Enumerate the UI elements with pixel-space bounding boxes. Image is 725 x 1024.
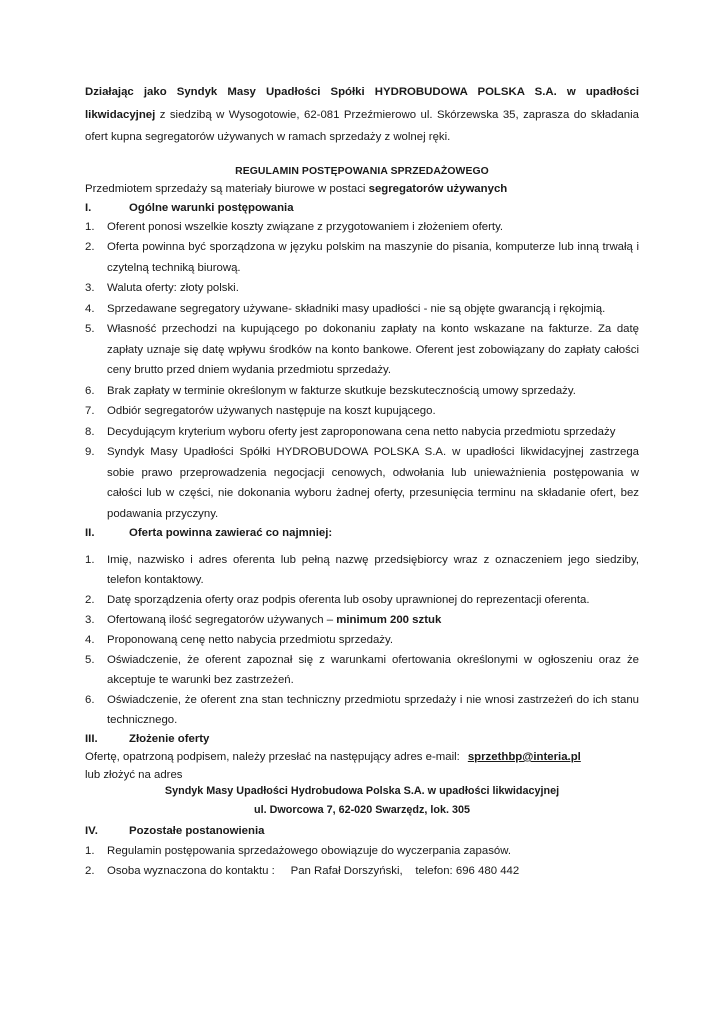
email-link[interactable]: sprzethbp@interia.pl [467, 751, 581, 763]
section-title: Oferta powinna zawierać co najmniej: [129, 527, 333, 539]
section-title: Pozostałe postanowienia [129, 824, 265, 837]
list-item: 1. Oferent ponosi wszelkie koszty związane z przygotowaniem i złożeniem oferty. [85, 220, 504, 233]
list-item: 8. Decydującym kryterium wyboru oferty jest zaproponowana cena netto nabycia przedmiotu sprzedaży [85, 425, 616, 438]
section-number: II. [85, 527, 95, 539]
sale-subject: Przedmiotem sprzedaży są materiały biurowe w postaci segregatorów używanych [85, 182, 508, 195]
list-item: 4. Proponowaną cenę netto nabycia przedmiotu sprzedaży. [85, 634, 393, 646]
document-body [85, 81, 639, 882]
list-item: 5. Własność przechodzi na kupującego po dokonaniu zapłaty na konto wskazane na fakturze. Za datę zapłaty uznaje się datę wpływu środków na konto bankowe. Oferent jest zobowiązany do zapłaty całości ceny brutto przed dniem wydania przedmiotu sprzedaży. [85, 323, 639, 376]
section-title: Ogólne warunki postępowania [129, 201, 294, 214]
section-heading-2 [85, 524, 639, 542]
list-item: 6. Oświadczenie, że oferent zna stan techniczny przedmiotu sprzedaży i nie wnosi zastrzeżeń do ich stanu technicznego. [85, 694, 639, 726]
minimum-quantity: minimum 200 sztuk [336, 614, 442, 626]
intro-lead: Działając jako Syndyk Masy Upadłości Spółki HYDROBUDOWA POLSKA S.A. w upadłości likwidacyjnej [85, 86, 639, 121]
section-1-list [85, 217, 639, 525]
list-item: 3. Waluta oferty: złoty polski. [85, 282, 239, 294]
section-heading-3 [85, 730, 639, 748]
list-item: 2. Osoba wyznaczona do kontaktu : Pan Rafał Dorszyński, telefon: 696 480 442 [85, 865, 520, 877]
submission-text: Ofertę, opatrzoną podpisem, należy przesłać na następujący adres e-mail: sprzethbp@interia.pl [85, 751, 581, 763]
list-item: 5. Oświadczenie, że oferent zapoznał się z warunkami ofertowania określonymi w ogłoszeniu oraz że akceptuje te warunki bez zastrzeżeń. [85, 654, 639, 686]
regulation-title: REGULAMIN POSTĘPOWANIA SPRZEDAŻOWEGO [235, 165, 489, 177]
list-item: 6. Brak zapłaty w terminie określonym w fakturze skutkuje bezskutecznością umowy sprzedaży. [85, 384, 576, 397]
section-heading-4 [85, 821, 639, 841]
list-item: 9. Syndyk Masy Upadłości Spółki HYDROBUDOWA POLSKA S.A. w upadłości likwidacyjnej zastrzega sobie prawo przeprowadzenia negocjacji cenowych, odwołania lub unieważnienia postępowania w całości lub w części, nie dokonania wyboru żadnej oferty, przesunięcia terminu na składanie ofert, bez podawania przyczyny. [85, 446, 639, 520]
intro-paragraph [85, 81, 639, 149]
section-number: III. [85, 733, 98, 745]
intro-rest: z siedzibą w Wysogotowie, 62-081 Przeźmierowo ul. Skórzewska 35, zaprasza do składania ofert kupna segregatorów używanych w ramach sprzedaży z wolnej ręki. [85, 108, 639, 143]
section-number: IV. [85, 824, 98, 837]
section-number: I. [85, 201, 92, 214]
address-line-2: ul. Dworcowa 7, 62-020 Swarzędz, lok. 305 [253, 803, 471, 816]
section-2-list [85, 550, 639, 730]
section-4-list [85, 841, 639, 882]
section-title: Złożenie oferty [129, 733, 210, 745]
list-item: 1. Imię, nazwisko i adres oferenta lub pełną nazwę przedsiębiorcy wraz z oznaczeniem jego siedziby, telefon kontaktowy. [85, 554, 639, 586]
list-item: 7. Odbiór segregatorów używanych następuje na koszt kupującego. [85, 405, 436, 417]
list-item: 1. Regulamin postępowania sprzedażowego obowiązuje do wyczerpania zapasów. [85, 844, 511, 857]
list-item: 2. Oferta powinna być sporządzona w języku polskim na maszynie do pisania, komputerze lub inną trwałą i czytelną techniką biurową. [85, 241, 639, 274]
or-address-text: lub złożyć na adres [85, 768, 183, 781]
section-heading-1 [85, 199, 639, 217]
list-item: 3. Ofertowaną ilość segregatorów używanych – minimum 200 sztuk [85, 614, 442, 626]
list-item: 4. Sprzedawane segregatory używane- składniki masy upadłości - nie są objęte gwarancją i rękojmią. [85, 302, 606, 315]
list-item: 2. Datę sporządzenia oferty oraz podpis oferenta lub osoby uprawnionej do reprezentacji oferenta. [85, 594, 590, 606]
address-line-1: Syndyk Masy Upadłości Hydrobudowa Polska S.A. w upadłości likwidacyjnej [164, 784, 560, 797]
